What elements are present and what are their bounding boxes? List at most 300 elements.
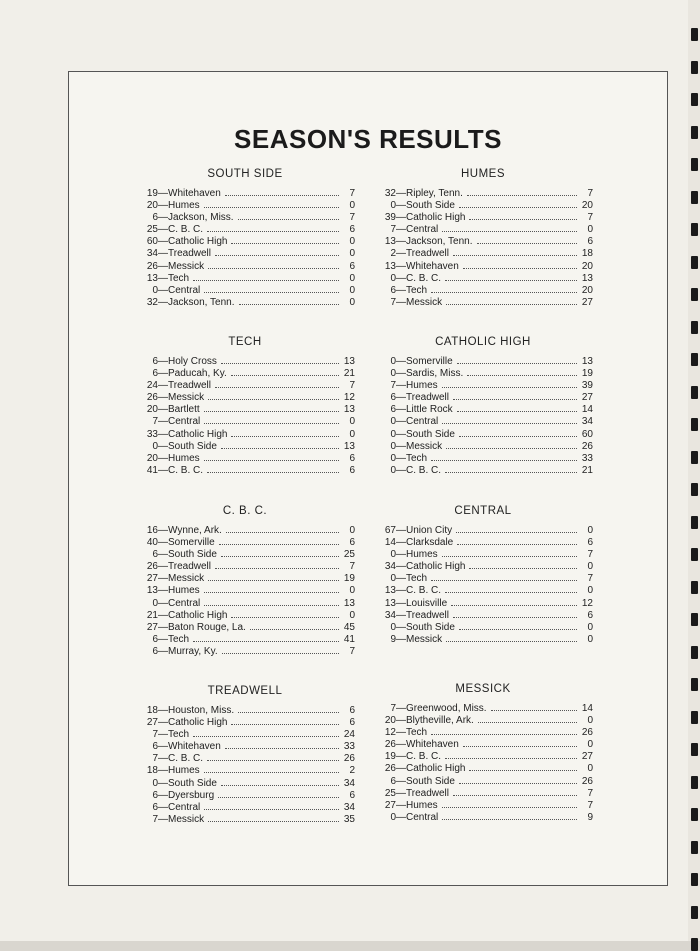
score-dash: —: [396, 573, 406, 585]
team-score: 27: [146, 717, 158, 729]
score-dash: —: [158, 416, 168, 428]
dot-leader: [478, 722, 577, 723]
score-dash: —: [396, 440, 406, 452]
dot-leader: [469, 568, 577, 569]
dot-leader: [446, 448, 577, 449]
opponent-name: Humes: [406, 380, 438, 392]
opponent-name: Clarksdale: [406, 537, 454, 549]
team-score: 7: [152, 729, 158, 741]
team-score: 6: [390, 392, 396, 404]
dot-leader: [445, 758, 577, 759]
team-score: 26: [384, 763, 396, 775]
dot-leader: [445, 472, 577, 473]
team-score: 26: [384, 739, 396, 751]
team-score: 32: [384, 188, 396, 199]
binding-ring: [691, 28, 698, 41]
binding-ring: [691, 483, 698, 496]
score-dash: —: [396, 368, 406, 380]
opponent-name: Humes: [406, 799, 438, 811]
opponent-name: Blytheville, Ark.: [406, 715, 474, 727]
opponent-score: 7: [587, 787, 593, 799]
game-row: [135, 561, 355, 573]
binding-ring: [691, 776, 698, 789]
opponent-score: 6: [587, 609, 593, 621]
score-dash: —: [158, 260, 168, 272]
score-dash: —: [158, 633, 168, 645]
opponent-score: 19: [343, 573, 355, 585]
opponent-score: 60: [581, 428, 593, 440]
team-score: 9: [390, 633, 396, 645]
team-score: 6: [152, 549, 158, 561]
section-treadwell: [135, 685, 355, 826]
opponent-name: Tech: [406, 573, 428, 585]
opponent-score: 27: [581, 392, 593, 404]
opponent-name: Tech: [406, 727, 428, 739]
score-dash: —: [158, 765, 168, 777]
binding-ring: [691, 743, 698, 756]
game-row: [373, 739, 593, 751]
game-row: [135, 404, 355, 416]
team-score: 0: [390, 464, 396, 476]
score-dash: —: [396, 212, 406, 224]
binding-ring: [691, 711, 698, 724]
opponent-score: 6: [587, 537, 593, 549]
game-row: [373, 788, 593, 800]
score-dash: —: [396, 272, 406, 284]
team-score: 20: [146, 404, 158, 416]
opponent-name: Humes: [168, 765, 200, 777]
opponent-score: 45: [343, 621, 355, 633]
opponent-score: 33: [343, 741, 355, 753]
team-score: 12: [384, 727, 396, 739]
opponent-score: 7: [349, 645, 355, 657]
team-score: 27: [146, 573, 158, 585]
score-dash: —: [396, 799, 406, 811]
game-row: [135, 585, 355, 597]
binding-ring: [691, 938, 698, 951]
binding-ring: [691, 613, 698, 626]
score-dash: —: [396, 715, 406, 727]
opponent-score: 0: [349, 525, 355, 536]
team-score: 0: [390, 200, 396, 212]
opponent-name: Treadwell: [168, 561, 211, 573]
opponent-name: Messick: [406, 440, 443, 452]
dot-leader: [469, 770, 577, 771]
score-dash: —: [158, 392, 168, 404]
game-row: [373, 776, 593, 788]
team-score: 60: [146, 236, 158, 248]
opponent-name: Louisville: [406, 597, 448, 609]
binding-ring: [691, 548, 698, 561]
binding-ring: [691, 451, 698, 464]
dot-leader: [204, 605, 339, 606]
opponent-name: Humes: [168, 585, 200, 597]
opponent-name: South Side: [168, 440, 217, 452]
team-score: 7: [390, 703, 396, 714]
team-score: 0: [390, 811, 396, 823]
game-row: [373, 561, 593, 573]
game-row: [373, 703, 593, 715]
binding-ring: [691, 353, 698, 366]
team-score: 6: [390, 775, 396, 787]
dot-leader: [221, 785, 339, 786]
team-score: 19: [146, 188, 158, 199]
opponent-score: 7: [587, 212, 593, 224]
game-row: [135, 297, 355, 309]
opponent-name: Central: [406, 811, 439, 823]
opponent-name: Holy Cross: [168, 356, 217, 367]
opponent-name: Messick: [168, 392, 205, 404]
team-score: 6: [152, 789, 158, 801]
dot-leader: [239, 304, 339, 305]
game-row: [373, 224, 593, 236]
dot-leader: [221, 448, 339, 449]
team-score: 26: [146, 561, 158, 573]
game-row: [373, 441, 593, 453]
opponent-score: 0: [587, 715, 593, 727]
game-row: [373, 622, 593, 634]
binding-ring: [691, 61, 698, 74]
opponent-name: Humes: [406, 549, 438, 561]
score-dash: —: [396, 739, 406, 751]
dot-leader: [226, 532, 339, 533]
game-row: [373, 380, 593, 392]
opponent-name: Whitehaven: [168, 188, 221, 199]
team-score: 27: [146, 621, 158, 633]
opponent-score: 7: [349, 380, 355, 392]
score-dash: —: [396, 549, 406, 561]
game-row: [373, 549, 593, 561]
team-score: 6: [152, 741, 158, 753]
dot-leader: [231, 436, 339, 437]
game-row: [135, 429, 355, 441]
team-score: 0: [390, 621, 396, 633]
score-dash: —: [158, 404, 168, 416]
dot-leader: [459, 783, 577, 784]
opponent-name: Whitehaven: [406, 739, 459, 751]
dot-leader: [222, 653, 339, 654]
dot-leader: [208, 268, 339, 269]
game-row: [373, 188, 593, 200]
game-row: [135, 790, 355, 802]
game-row: [135, 368, 355, 380]
opponent-score: 12: [581, 597, 593, 609]
opponent-score: 6: [587, 236, 593, 248]
score-dash: —: [158, 224, 168, 236]
opponent-score: 12: [343, 392, 355, 404]
opponent-score: 13: [581, 272, 593, 284]
opponent-name: Tech: [168, 633, 190, 645]
opponent-name: C. B. C.: [168, 753, 204, 765]
opponent-score: 20: [581, 284, 593, 296]
opponent-score: 0: [587, 561, 593, 573]
team-score: 26: [146, 392, 158, 404]
opponent-score: 0: [587, 525, 593, 536]
opponent-score: 6: [349, 789, 355, 801]
opponent-score: 0: [349, 428, 355, 440]
team-score: 19: [384, 751, 396, 763]
opponent-name: Messick: [406, 633, 443, 645]
opponent-score: 39: [581, 380, 593, 392]
section-humes: [373, 168, 593, 309]
game-row: [135, 380, 355, 392]
opponent-name: Treadwell: [168, 380, 211, 392]
game-row: [135, 802, 355, 814]
dot-leader: [225, 195, 339, 196]
game-row: [135, 525, 355, 537]
opponent-score: 20: [581, 200, 593, 212]
team-score: 6: [152, 801, 158, 813]
team-score: 0: [390, 549, 396, 561]
game-row: [135, 416, 355, 428]
opponent-name: C. B. C.: [406, 272, 442, 284]
team-score: 6: [390, 284, 396, 296]
game-row: [135, 598, 355, 610]
game-row: [135, 705, 355, 717]
dot-leader: [477, 243, 577, 244]
opponent-name: Ripley, Tenn.: [406, 188, 463, 199]
game-row: [373, 585, 593, 597]
team-score: 16: [146, 525, 158, 536]
team-score: 20: [146, 452, 158, 464]
score-dash: —: [158, 248, 168, 260]
binding-ring: [691, 93, 698, 106]
opponent-score: 14: [581, 404, 593, 416]
score-dash: —: [158, 801, 168, 813]
opponent-name: Messick: [168, 573, 205, 585]
score-dash: —: [396, 609, 406, 621]
opponent-name: South Side: [406, 775, 455, 787]
score-dash: —: [158, 621, 168, 633]
game-row: [135, 465, 355, 477]
score-dash: —: [158, 440, 168, 452]
dot-leader: [453, 795, 577, 796]
opponent-name: Tech: [168, 729, 190, 741]
opponent-score: 7: [587, 549, 593, 561]
game-row: [135, 285, 355, 297]
opponent-name: Tech: [406, 284, 428, 296]
team-score: 0: [152, 597, 158, 609]
dot-leader: [208, 821, 339, 822]
score-dash: —: [396, 597, 406, 609]
dot-leader: [445, 280, 577, 281]
dot-leader: [215, 387, 339, 388]
score-dash: —: [396, 775, 406, 787]
team-score: 0: [390, 356, 396, 367]
team-score: 25: [146, 224, 158, 236]
opponent-name: Messick: [168, 813, 205, 825]
opponent-score: 0: [349, 585, 355, 597]
opponent-name: Messick: [406, 296, 443, 308]
section-south-side: [135, 168, 355, 309]
binding-ring: [691, 321, 698, 334]
dot-leader: [469, 219, 577, 220]
opponent-score: 6: [349, 224, 355, 236]
opponent-score: 26: [581, 727, 593, 739]
opponent-score: 25: [343, 549, 355, 561]
score-dash: —: [158, 777, 168, 789]
team-score: 6: [390, 404, 396, 416]
team-score: 40: [146, 537, 158, 549]
opponent-name: Jackson, Tenn.: [168, 296, 235, 308]
dot-leader: [215, 255, 339, 256]
score-dash: —: [158, 236, 168, 248]
opponent-score: 13: [343, 404, 355, 416]
opponent-score: 34: [581, 416, 593, 428]
game-row: [135, 200, 355, 212]
score-dash: —: [396, 392, 406, 404]
score-dash: —: [158, 789, 168, 801]
game-row: [135, 717, 355, 729]
team-score: 6: [152, 645, 158, 657]
score-dash: —: [396, 703, 406, 714]
score-dash: —: [396, 464, 406, 476]
dot-leader: [442, 231, 577, 232]
opponent-score: 0: [349, 416, 355, 428]
opponent-name: Treadwell: [406, 392, 449, 404]
team-score: 0: [390, 573, 396, 585]
game-row: [135, 392, 355, 404]
opponent-name: C. B. C.: [406, 585, 442, 597]
dot-leader: [459, 436, 577, 437]
opponent-score: 7: [349, 561, 355, 573]
dot-leader: [459, 207, 577, 208]
opponent-score: 6: [349, 464, 355, 476]
score-dash: —: [396, 416, 406, 428]
dot-leader: [467, 375, 577, 376]
score-dash: —: [396, 787, 406, 799]
dot-leader: [457, 363, 577, 364]
score-dash: —: [396, 248, 406, 260]
dot-leader: [446, 641, 577, 642]
opponent-name: Catholic High: [168, 428, 228, 440]
team-score: 13: [146, 272, 158, 284]
section-heading: CENTRAL: [454, 505, 512, 517]
opponent-name: Somerville: [168, 537, 215, 549]
opponent-score: 14: [581, 703, 593, 714]
score-dash: —: [158, 585, 168, 597]
team-score: 7: [152, 813, 158, 825]
opponent-score: 34: [343, 801, 355, 813]
opponent-name: C. B. C.: [168, 464, 204, 476]
score-dash: —: [396, 200, 406, 212]
opponent-score: 7: [587, 799, 593, 811]
team-score: 18: [146, 705, 158, 716]
opponent-score: 13: [343, 356, 355, 367]
dot-leader: [221, 363, 339, 364]
team-score: 7: [152, 416, 158, 428]
dot-leader: [238, 712, 339, 713]
team-score: 14: [384, 537, 396, 549]
opponent-name: C. B. C.: [168, 224, 204, 236]
dot-leader: [204, 809, 339, 810]
section-messick: [373, 683, 593, 824]
opponent-score: 6: [349, 717, 355, 729]
opponent-name: Jackson, Miss.: [168, 212, 234, 224]
opponent-score: 0: [349, 284, 355, 296]
score-dash: —: [158, 717, 168, 729]
game-row: [373, 212, 593, 224]
opponent-name: Humes: [168, 452, 200, 464]
opponent-name: Baton Rouge, La.: [168, 621, 246, 633]
game-row: [373, 453, 593, 465]
dot-leader: [463, 268, 577, 269]
dot-leader: [445, 592, 577, 593]
score-dash: —: [158, 284, 168, 296]
game-row: [135, 634, 355, 646]
team-score: 20: [146, 200, 158, 212]
team-score: 21: [146, 609, 158, 621]
team-score: 0: [152, 440, 158, 452]
opponent-score: 26: [581, 440, 593, 452]
team-score: 0: [390, 272, 396, 284]
game-row: [373, 356, 593, 368]
team-score: 34: [384, 609, 396, 621]
team-score: 25: [384, 787, 396, 799]
game-row: [373, 368, 593, 380]
binding-ring: [691, 906, 698, 919]
opponent-score: 7: [587, 573, 593, 585]
opponent-score: 35: [343, 813, 355, 825]
game-row: [373, 465, 593, 477]
opponent-name: Little Rock: [406, 404, 453, 416]
game-row: [135, 453, 355, 465]
binding-ring: [691, 158, 698, 171]
opponent-name: South Side: [168, 777, 217, 789]
dot-leader: [193, 280, 339, 281]
opponent-name: Central: [406, 224, 439, 236]
team-score: 34: [146, 248, 158, 260]
opponent-name: Treadwell: [168, 248, 211, 260]
dot-leader: [225, 748, 339, 749]
opponent-score: 0: [349, 609, 355, 621]
dot-leader: [442, 819, 577, 820]
team-score: 6: [152, 212, 158, 224]
game-row: [373, 248, 593, 260]
game-row: [373, 715, 593, 727]
opponent-score: 34: [343, 777, 355, 789]
score-dash: —: [158, 537, 168, 549]
score-dash: —: [396, 404, 406, 416]
team-score: 0: [390, 452, 396, 464]
opponent-score: 0: [587, 621, 593, 633]
binding-ring: [691, 873, 698, 886]
team-score: 13: [146, 585, 158, 597]
game-row: [373, 525, 593, 537]
score-dash: —: [158, 609, 168, 621]
dot-leader: [231, 724, 339, 725]
score-dash: —: [158, 705, 168, 716]
opponent-score: 0: [349, 296, 355, 308]
score-dash: —: [158, 573, 168, 585]
opponent-name: Tech: [168, 272, 190, 284]
binding-ring: [691, 841, 698, 854]
score-dash: —: [396, 633, 406, 645]
opponent-score: 13: [343, 597, 355, 609]
opponent-score: 0: [587, 763, 593, 775]
score-dash: —: [396, 585, 406, 597]
game-row: [135, 622, 355, 634]
score-dash: —: [158, 200, 168, 212]
opponent-score: 0: [587, 585, 593, 597]
score-dash: —: [396, 428, 406, 440]
team-score: 13: [384, 585, 396, 597]
binding-ring: [691, 418, 698, 431]
opponent-name: Union City: [406, 525, 453, 536]
dot-leader: [463, 746, 577, 747]
team-score: 13: [384, 236, 396, 248]
dot-leader: [204, 423, 339, 424]
